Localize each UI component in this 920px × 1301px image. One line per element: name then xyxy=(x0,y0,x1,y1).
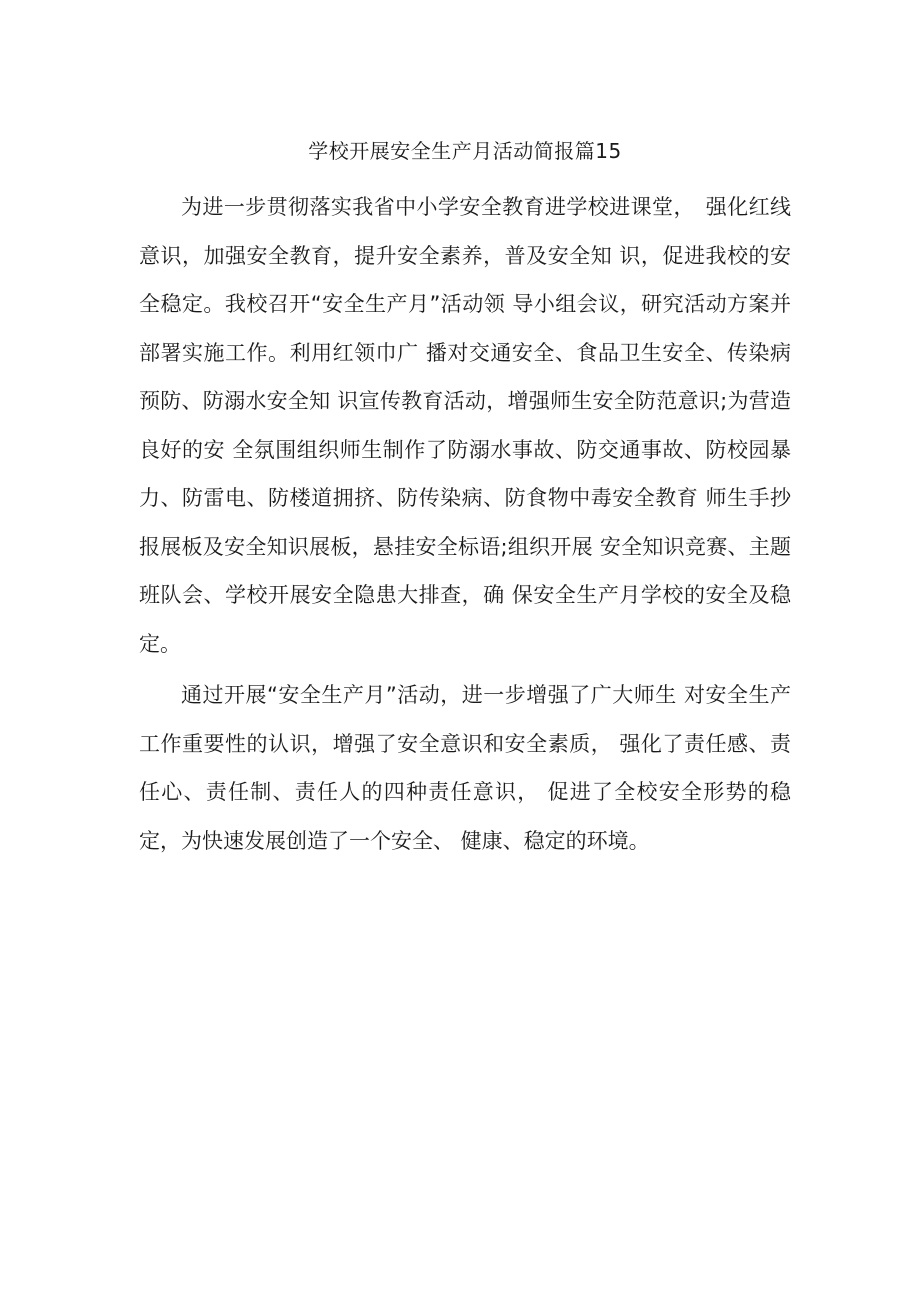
paragraph-1: 为进一步贯彻落实我省中小学安全教育进学校进课堂， 强化红线意识，加强安全教育，提升安全素养，普及安全知 识，促进我校的安全稳定。我校召开“安全生产月”活动领 导小组会议，研究活动方案并部署实施工作。利用红领巾广 播对交通安全、食品卫生安全、传染病预防、防溺水安全知 识宣传教育活动，增强师生安全防范意识;为营造良好的安 全氛围组织师生制作了防溺水事故、防交通事故、防校园暴 力、防雷电、防楼道拥挤、防传染病、防食物中毒安全教育 师生手抄报展板及安全知识展板，悬挂安全标语;组织开展 安全知识竞赛、主题班队会、学校开展安全隐患大排查，确 保安全生产月学校的安全及稳定。 xyxy=(139,195,791,656)
document-title: 学校开展安全生产月活动简报篇15 xyxy=(308,139,622,163)
document-page xyxy=(139,0,791,865)
paragraph-2: 通过开展“安全生产月”活动，进一步增强了广大师生 对安全生产工作重要性的认识，增强了安全意识和安全素质， 强化了责任感、责任心、责任制、责任人的四种责任意识， 促进了全校安全形势的稳定，为快速发展创造了一个安全、 健康、稳定的环境。 xyxy=(139,683,791,853)
